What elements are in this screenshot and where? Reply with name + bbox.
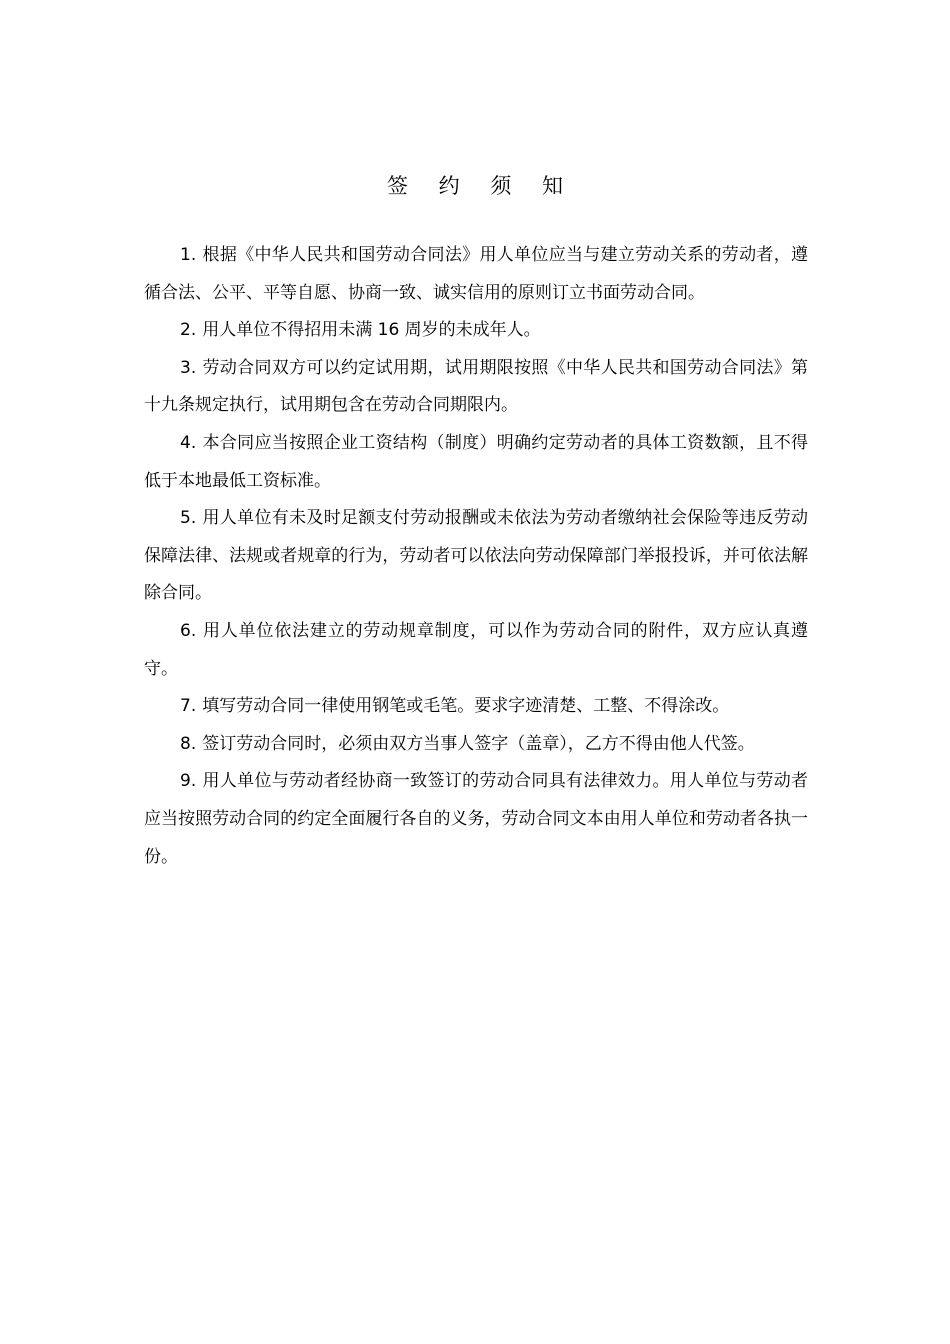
clause-number: 8. [180, 733, 197, 754]
clause-7 [144, 688, 808, 726]
clause-8 [144, 726, 808, 764]
clause-text: 根据《中华人民共和国劳动合同法》用人单位应当与建立劳动关系的劳动者，遵循合法、公平、平等自愿、协商一致、诚实信用的原则订立书面劳动合同。 [144, 245, 808, 303]
clause-number: 9. [180, 771, 197, 792]
clause-number: 5. [180, 508, 197, 529]
clause-number: 4. [180, 432, 197, 453]
clause-text: 本合同应当按照企业工资结构（制度）明确约定劳动者的具体工资数额，且不得低于本地最低工资标准。 [144, 432, 808, 491]
clause-2 [144, 312, 808, 350]
clause-3 [144, 350, 808, 425]
clause-text: 用人单位与劳动者经协商一致签订的劳动合同具有法律效力。用人单位与劳动者应当按照劳动合同的约定全面履行各自的义务，劳动合同文本由用人单位和劳动者各执一份。 [144, 771, 808, 867]
clause-text: 用人单位依法建立的劳动规章制度，可以作为劳动合同的附件，双方应认真遵守。 [144, 620, 808, 679]
document-body [144, 237, 808, 876]
clause-1 [144, 237, 808, 312]
clause-text: 用人单位有未及时足额支付劳动报酬或未依法为劳动者缴纳社会保险等违反劳动保障法律、法规或者规章的行为，劳动者可以依法向劳动保障部门举报投诉，并可依法解除合同。 [144, 508, 808, 604]
clause-4 [144, 425, 808, 500]
document-title: 签 约 须 知 [386, 174, 576, 198]
clause-number: 3. [180, 357, 197, 378]
clause-number: 1. [180, 245, 197, 265]
clause-number: 7. [180, 696, 197, 717]
clause-text: 劳动合同双方可以约定试用期，试用期限按照《中华人民共和国劳动合同法》第十九条规定执行，试用期包含在劳动合同期限内。 [144, 357, 808, 416]
clause-6 [144, 613, 808, 688]
clause-text: 填写劳动合同一律使用钢笔或毛笔。要求字迹清楚、工整、不得涂改。 [202, 696, 730, 717]
clause-5 [144, 500, 808, 613]
clause-number: 6. [180, 620, 197, 641]
clause-text: 签订劳动合同时，必须由双方当事人签字（盖章），乙方不得由他人代签。 [202, 733, 755, 754]
clause-9 [144, 763, 808, 876]
clause-text: 用人单位不得招用未满 16 周岁的未成年人。 [202, 320, 541, 341]
clause-number: 2. [180, 320, 197, 341]
